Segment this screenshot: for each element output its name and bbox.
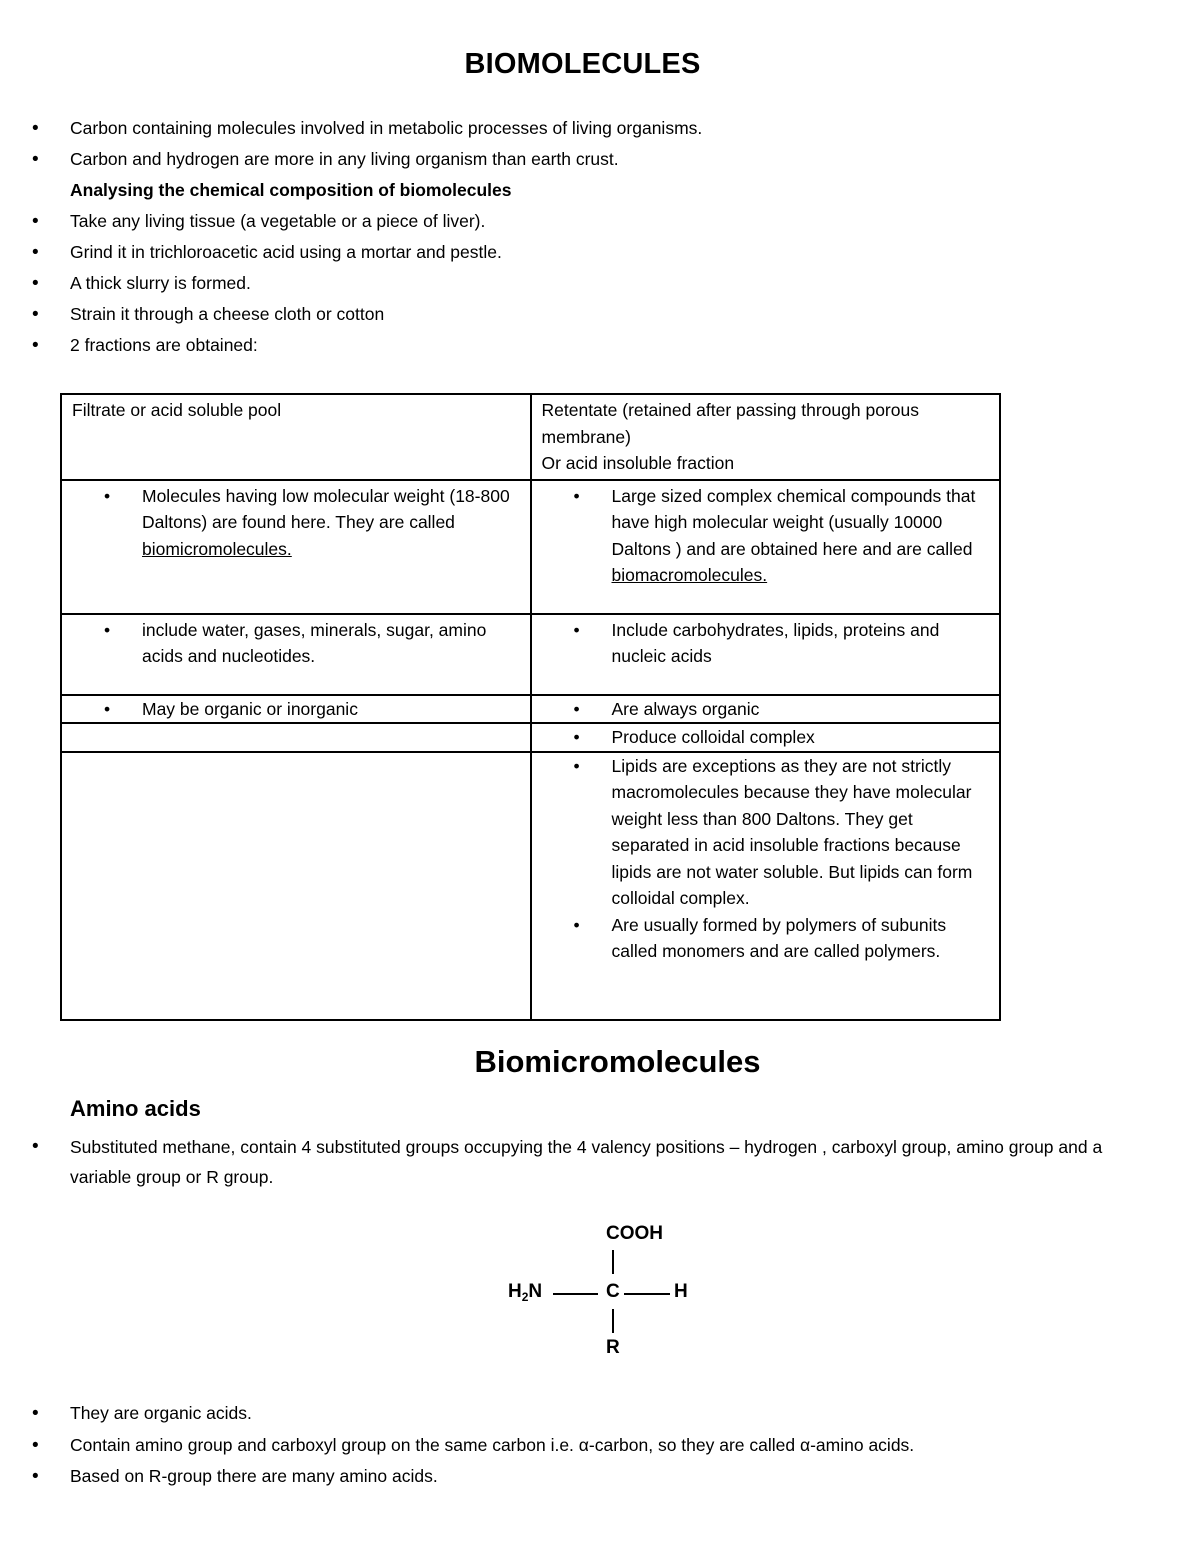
list-item: • Contain amino group and carboxyl group on the same carbon i.e. α-carbon, so they are called α-amino acids. bbox=[32, 1430, 1152, 1462]
list-item: • They are organic acids. bbox=[32, 1398, 1152, 1430]
list-item: • 2 fractions are obtained: bbox=[32, 330, 1152, 361]
table-header-right bbox=[531, 394, 1001, 480]
term-biomacromolecules: biomacromolecules. bbox=[611, 565, 768, 585]
amino-list bbox=[32, 1132, 1152, 1192]
table-cell bbox=[61, 695, 531, 724]
list-item: • Are usually formed by polymers of subunits called monomers and are called polymers. bbox=[542, 912, 990, 965]
formula-r-group: R bbox=[606, 1337, 620, 1358]
list-item: • Carbon containing molecules involved in metabolic processes of living organisms. bbox=[32, 113, 1152, 144]
list-item: • Lipids are exceptions as they are not strictly macromolecules because they have molecular weight less than 800 Daltons. They get separated in acid insoluble fractions because lipids are not water soluble. But lipids can form colloidal complex. bbox=[542, 753, 990, 912]
list-item: • May be organic or inorganic bbox=[72, 696, 520, 723]
amino-facts-list bbox=[32, 1398, 1152, 1493]
list-item: • Substituted methane, contain 4 substituted groups occupying the 4 valency positions – hydrogen , carboxyl group, amino group and a variable group or R group. bbox=[32, 1132, 1152, 1192]
formula-carbon: C bbox=[606, 1281, 620, 1302]
bond-right bbox=[624, 1293, 670, 1295]
list-item: • Are always organic bbox=[542, 696, 990, 723]
list-item: • Large sized complex chemical compounds that have high molecular weight (usually 10000 Daltons ) and are obtained here and are called biomacromolecules. bbox=[542, 483, 990, 589]
section-title: Biomicromolecules bbox=[474, 1044, 761, 1079]
intro-list bbox=[32, 113, 1152, 361]
list-item: • Produce colloidal complex bbox=[542, 724, 990, 751]
right-header-line: Or acid insoluble fraction bbox=[541, 453, 735, 473]
table-cell bbox=[531, 695, 1001, 724]
table-header-left: Filtrate or acid soluble pool bbox=[61, 394, 531, 480]
formula-cooh: COOH bbox=[606, 1223, 663, 1244]
bond-bottom bbox=[612, 1309, 614, 1333]
page-title: BIOMOLECULES bbox=[464, 48, 701, 80]
table-cell bbox=[531, 752, 1001, 1020]
table-cell-empty bbox=[61, 752, 531, 1020]
amino-acid-structure bbox=[500, 1215, 720, 1365]
list-item: • Based on R-group there are many amino acids. bbox=[32, 1461, 1152, 1493]
right-header-line: Retentate (retained after passing through porous membrane) bbox=[541, 400, 919, 447]
bond-left bbox=[553, 1293, 598, 1295]
term-biomicromolecules: biomicromolecules. bbox=[142, 538, 292, 559]
list-item: • Take any living tissue (a vegetable or a piece of liver). bbox=[32, 206, 1152, 237]
table-cell-empty bbox=[61, 723, 531, 752]
formula-hydrogen: H bbox=[674, 1281, 688, 1302]
formula-amino: $H_2N$ bbox=[508, 1281, 543, 1304]
comparison-table bbox=[60, 393, 1001, 1021]
list-item: • Carbon and hydrogen are more in any living organism than earth crust. bbox=[32, 144, 1152, 175]
table-cell bbox=[61, 480, 531, 614]
analysis-heading: Analysing the chemical composition of biomolecules bbox=[70, 180, 512, 200]
subsection-title: Amino acids bbox=[70, 1096, 201, 1121]
list-item: • Molecules having low molecular weight (18-800 Daltons) are found here. They are called biomicromolecules. bbox=[72, 483, 520, 563]
list-item: • Strain it through a cheese cloth or cotton bbox=[32, 299, 1152, 330]
table-cell bbox=[531, 480, 1001, 614]
bond-top bbox=[612, 1250, 614, 1274]
table-cell bbox=[531, 723, 1001, 752]
list-item: • include water, gases, minerals, sugar, amino acids and nucleotides. bbox=[72, 617, 520, 670]
list-item: • A thick slurry is formed. bbox=[32, 268, 1152, 299]
list-item: • Grind it in trichloroacetic acid using a mortar and pestle. bbox=[32, 237, 1152, 268]
list-item: • Include carbohydrates, lipids, proteins and nucleic acids bbox=[542, 617, 990, 670]
table-cell bbox=[61, 614, 531, 695]
table-cell bbox=[531, 614, 1001, 695]
